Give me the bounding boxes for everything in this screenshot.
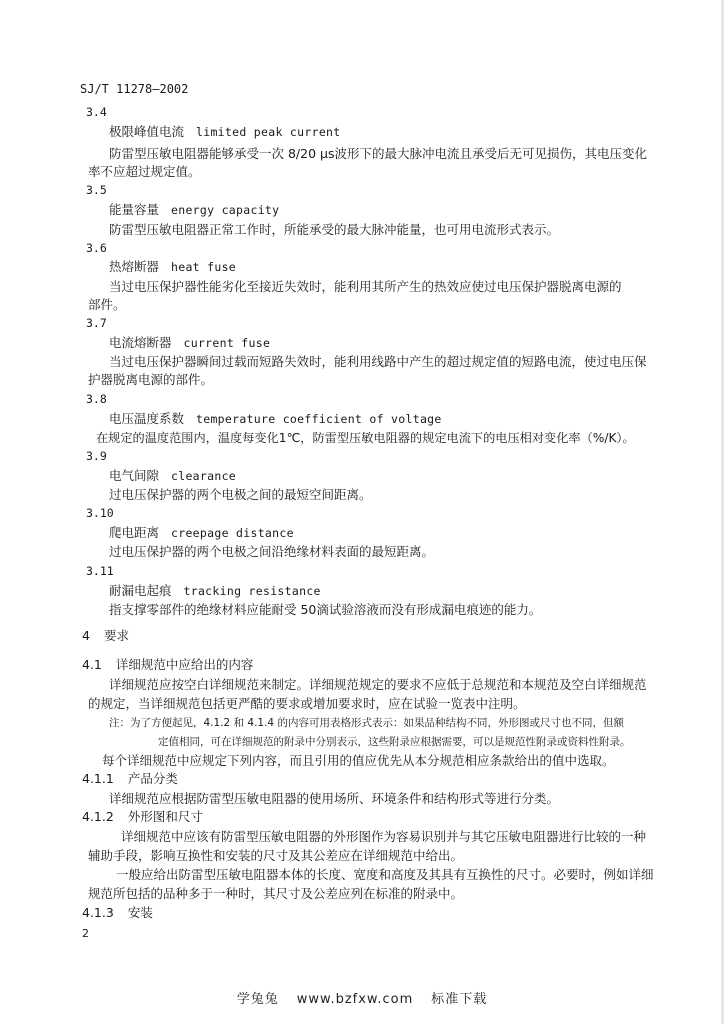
paragraph-text: 一般应给出防雷型压敏电阻器本体的长度、宽度和高度及其具有互换性的尺寸。必要时，例如详细	[116, 867, 654, 882]
term-heading	[109, 258, 236, 276]
term-en: clearance	[171, 469, 237, 483]
subsection-number: 4.1	[82, 657, 102, 672]
subsection-title: 安装	[127, 905, 153, 920]
term-heading	[109, 334, 270, 352]
term-heading	[109, 582, 321, 600]
term-en: current fuse	[183, 336, 271, 350]
clause-number: 3.4	[86, 105, 107, 119]
definition-text: 在规定的温度范围内，温度每变化1℃，防雷型压敏电阻器的规定电流下的电压相对变化率（%/K）。	[96, 431, 635, 445]
term-cn: 电压温度系数	[109, 411, 185, 426]
term-en: creepage distance	[171, 526, 294, 540]
term-en: limited peak current	[196, 125, 341, 139]
definition-text: 当过电压保护器瞬间过载而短路失效时，能利用线路中产生的超过规定值的短路电流，使过电压保	[109, 354, 647, 369]
paragraph-text: 详细规范中应该有防雷型压敏电阻器的外形图作为容易识别并与其它压敏电阻器进行比较的一种	[121, 829, 647, 844]
term-heading	[109, 201, 279, 219]
subsection-heading	[82, 904, 153, 922]
clause-number: 3.9	[86, 449, 107, 463]
term-en: energy capacity	[171, 203, 280, 217]
section-number: 4	[82, 628, 90, 643]
term-heading	[109, 524, 294, 542]
term-cn: 耐漏电起痕	[109, 583, 172, 598]
subsection-title: 产品分类	[127, 771, 178, 786]
footer-url-link[interactable]: www.bzfxw.com	[296, 992, 414, 1007]
footer-watermark	[0, 991, 724, 1009]
subsection-number: 4.1.3	[82, 905, 114, 920]
subsection-heading	[82, 808, 203, 826]
subsection-number: 4.1.1	[82, 771, 114, 786]
definition-text: 指支撑零部件的绝缘材料应能耐受 50滴试验溶液而没有形成漏电痕迹的能力。	[109, 602, 542, 617]
term-en: heat fuse	[171, 260, 237, 274]
definition-text: 护器脱离电源的部件。	[88, 372, 214, 387]
definition-text: 过电压保护器的两个电极之间沿绝缘材料表面的最短距离。	[109, 544, 435, 559]
clause-number: 3.5	[86, 183, 107, 197]
clause-number: 3.6	[86, 241, 107, 255]
paragraph-text: 规范所包括的品种多于一种时，其尺寸及公差应列在标准的附录中。	[88, 886, 464, 901]
subsection-number: 4.1.2	[82, 809, 114, 824]
definition-text: 部件。	[88, 297, 126, 312]
subsection-heading	[82, 770, 178, 788]
definition-text: 过电压保护器的两个电极之间的最短空间距离。	[109, 487, 372, 502]
footer-site-name: 学兔兔	[236, 992, 279, 1007]
clause-number: 3.10	[86, 506, 114, 520]
section-title: 要求	[103, 628, 129, 643]
term-cn: 爬电距离	[109, 525, 160, 540]
subsection-heading	[82, 656, 253, 674]
page-number: 2	[82, 927, 89, 940]
term-cn: 极限峰值电流	[109, 124, 185, 139]
term-heading	[109, 123, 341, 141]
paragraph-text: 详细规范应根据防雷型压敏电阻器的使用场所、环境条件和结构形式等进行分类。	[109, 791, 560, 806]
term-heading	[109, 410, 442, 428]
paragraph-text: 详细规范应按空白详细规范来制定。详细规范规定的要求不应低于总规范和本规范及空白详细规范	[109, 677, 647, 692]
section-heading	[82, 627, 129, 645]
clause-number: 3.8	[86, 392, 107, 406]
term-cn: 电流熔断器	[109, 335, 172, 350]
paragraph-text: 每个详细规范中应规定下列内容，而且引用的值应优先从本分规范相应条款给出的值中选取。	[102, 753, 615, 768]
term-cn: 能量容量	[109, 202, 160, 217]
term-cn: 电气间隙	[109, 468, 160, 483]
definition-text: 防雷型压敏电阻器正常工作时，所能承受的最大脉冲能量，也可用电流形式表示。	[109, 222, 560, 237]
definition-text: 当过电压保护器性能劣化至接近失效时，能利用其所产生的热效应使过电压保护器脱离电源的	[109, 279, 622, 294]
paragraph-text: 辅助手段，影响互换性和安装的尺寸及其公差应在详细规范中给出。	[88, 848, 464, 863]
note-text: 注：为了方便起见，4.1.2 和 4.1.4 的内容可用表格形式表示：如果品种结构不同，外形图或尺寸也不同，但额	[109, 717, 624, 729]
footer-tagline: 标准下载	[431, 992, 488, 1007]
paragraph-text: 的规定，当详细规范包括更严酷的要求或增加要求时，应在试验一览表中注明。	[88, 696, 526, 711]
term-cn: 热熔断器	[109, 259, 160, 274]
subsection-title: 外形图和尺寸	[127, 809, 203, 824]
subsection-title: 详细规范中应给出的内容	[115, 657, 254, 672]
note-text: 定值相同，可在详细规范的附录中分别表示，这些附录应根据需要，可以是规范性附录或资料性附录。	[158, 736, 631, 748]
clause-number: 3.11	[86, 564, 114, 578]
definition-text: 率不应超过规定值。	[88, 164, 201, 179]
term-en: temperature coefficient of voltage	[196, 412, 442, 426]
definition-text: 防雷型压敏电阻器能够承受一次 8/20 μs波形下的最大脉冲电流且承受后无可见损伤，其电压变化	[109, 146, 647, 161]
clause-number: 3.7	[86, 316, 107, 330]
standard-code-header: SJ/T 11278—2002	[80, 82, 189, 96]
term-heading	[109, 467, 236, 485]
term-en: tracking resistance	[183, 584, 321, 598]
